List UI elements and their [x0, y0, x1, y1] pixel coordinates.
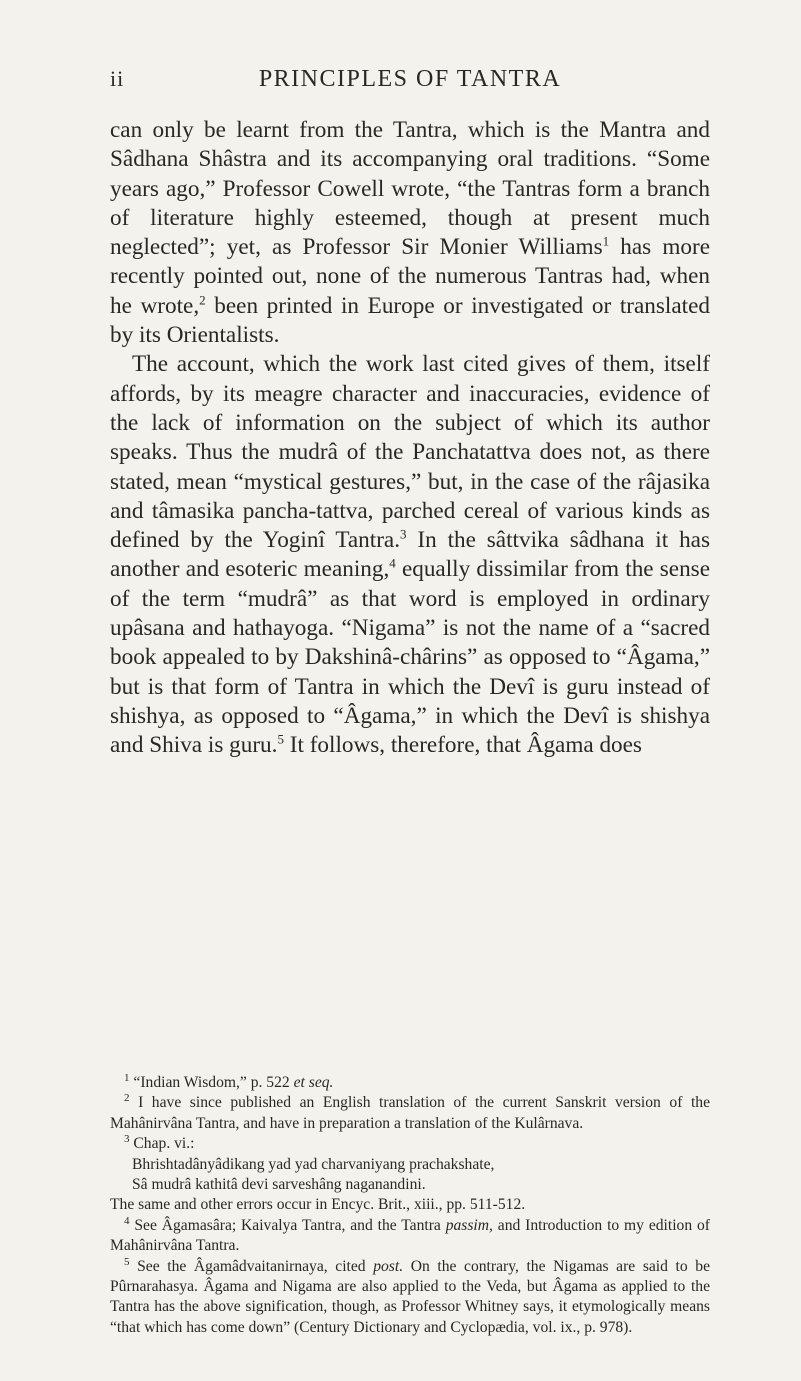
footnote-2 [110, 1093, 710, 1134]
footnote-mark: 4 [124, 1214, 130, 1227]
text-run: has more recently pointed out, none of the numerous Tantras had, when he wrote, [110, 234, 710, 319]
footnote-5 [110, 1257, 710, 1339]
footnote-mark: 2 [124, 1092, 130, 1105]
footnote-ref-3: 3 [400, 526, 407, 542]
footnote-mark: 5 [124, 1255, 130, 1268]
page-header [110, 66, 710, 96]
footnote-3-verse-2: Sâ mudrâ kathitâ devi sarveshâng naganandini. [132, 1176, 426, 1194]
running-title: PRINCIPLES OF TANTRA [258, 66, 562, 92]
footnote-mark: 1 [124, 1071, 130, 1084]
paragraph-2 [110, 350, 710, 760]
footnote-ref-5: 5 [277, 731, 284, 747]
footnote-text: See the Âgamâdvaitanirnaya, cited [137, 1257, 374, 1275]
footnote-3-verse-1: Bhrishtadânyâdikang yad yad charvaniyang prachakshate, [132, 1155, 495, 1173]
text-run: In the sâttvika sâdhana it has another and esoteric meaning, [110, 527, 710, 583]
footnote-3-note: The same and other errors occur in Encyc. Brit., xiii., pp. 511-512. [110, 1196, 526, 1214]
footnote-mark: 3 [124, 1133, 130, 1146]
footnote-1 [110, 1073, 710, 1093]
footnote-text: I have since published an English translation of the current Sanskrit version of the Mahânirvâna Tantra, and have in preparation a translation of the Kulârnava. [110, 1094, 710, 1132]
footnote-ref-4: 4 [389, 555, 396, 571]
main-text [110, 116, 710, 761]
text-run: can only be learnt from the Tantra, which is the Mantra and Sâdhana Shâstra and its accompanying oral traditions. [110, 117, 710, 173]
footnote-3 [110, 1134, 710, 1154]
page-number: ii [110, 66, 125, 91]
text-run: The account, which the work last cited gives of them, itself affords, by its meagre character and inaccuracies, evidence of the lack of information on the subject of which its author speaks. Thus the mudrâ of the Panchatattva does not, as there stated, mean “mystical gestures,” but, in the case of the râjasika and tâmasika pancha-tattva, parched cereal of various kinds as defined by the Yoginî Tantra. [110, 351, 710, 554]
footnote-emphasis: et seq. [293, 1074, 334, 1091]
footnote-text: and Introduction to my edition of Mahânirvâna Tantra. [110, 1216, 710, 1255]
footnote-emphasis: passim, [445, 1216, 493, 1234]
footnote-text: “Indian Wisdom,” p. 522 [133, 1074, 294, 1091]
footnote-ref-1: 1 [602, 233, 610, 249]
footnotes [110, 1073, 710, 1338]
footnote-text: Chap. vi.: [133, 1135, 195, 1153]
text-run: equally dissimilar from the sense of the term “mudrâ” as that word is employed in ordinary upâsana and hathayoga. “Nigama” is not the name of a “sacred book appealed to by Dakshinâ-chârins” as opposed to “Âgama,” but is that form of Tantra in which the Devî is guru instead of shishya, as opposed to “Âgama,” in which the Devî is shishya and Shiva is guru. [110, 556, 710, 759]
footnote-text: See Âgamasâra; Kaivalya Tantra, and the Tantra [134, 1216, 446, 1234]
footnote-emphasis: post. [373, 1257, 404, 1275]
text-run: been printed in Europe or investigated or translated by its Orientalists. [110, 292, 710, 349]
footnote-4 [110, 1216, 710, 1257]
text-run: “Some years ago,” Professor Cowell wrote, “the Tantras form a branch of literature highly esteemed, though at present much neglected”; yet, as Professor Sir Monier Williams [110, 146, 711, 261]
footnote-text: On the contrary, the Nigamas are said to be Pûrnarahasya. Âgama and Nigama are also applied to the Veda, but Âgama as applied to the Tantra has the above signification, though, as Professor Whitney says, it etymologically means “that which has come down” (Century Dictionary and Cyclopædia, vol. ix., p. 978). [110, 1257, 710, 1336]
paragraph-1 [110, 116, 710, 350]
footnote-ref-2: 2 [199, 292, 206, 308]
text-run: It follows, therefore, that Âgama does [283, 732, 642, 759]
